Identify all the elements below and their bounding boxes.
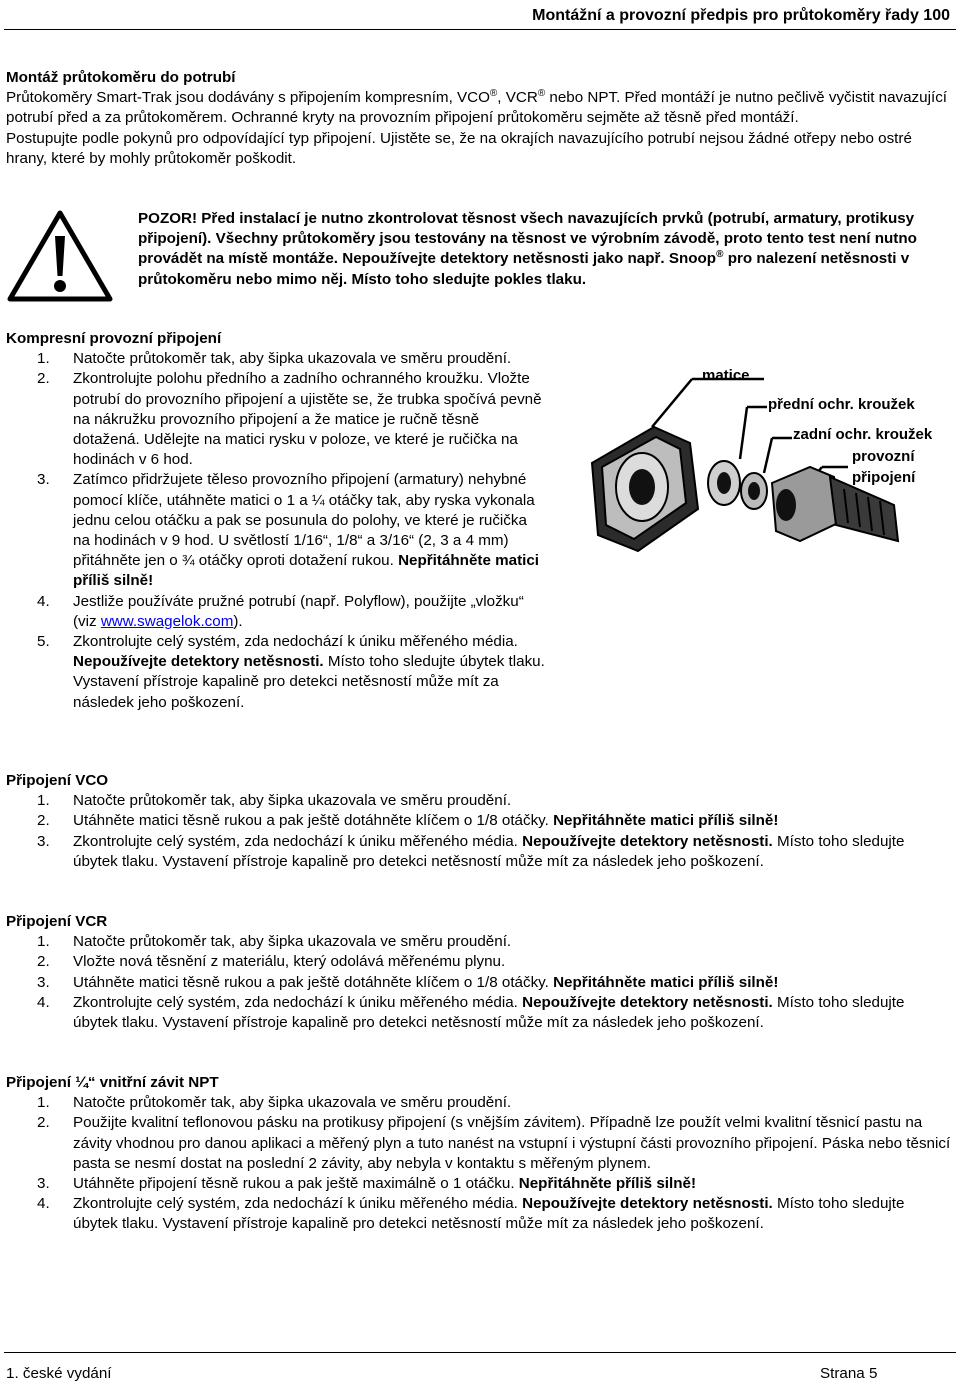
label-connection-line-1: provozní — [852, 448, 915, 465]
list-item: 3. Zkontrolujte celý systém, zda nedochází k úniku měřeného média. Nepoužívejte detektory netěsnosti. Místo toho sledujte úbytek tlaku. Vystavení přístroje kapalině pro detekci netěsností může mít za následek jeho poškození. — [37, 832, 905, 870]
list-item: 1. Natočte průtokoměr tak, aby šipka ukazovala ve směru proudění. — [37, 350, 512, 368]
footer-edition: 1. české vydání — [6, 1365, 112, 1382]
mounting-paragraph-2: Postupujte podle pokynů pro odpovídající typ připojení. Ujistěte se, že na okrajích navazujícího potrubí nejsou žádné otřepy nebo ostré hrany, které by mohly průtokoměr poškodit. — [6, 129, 912, 167]
header-divider — [4, 29, 956, 30]
npt-section — [6, 1073, 952, 1235]
mounting-heading: Montáž průtokoměru do potrubí — [6, 69, 236, 86]
npt-steps — [6, 1093, 952, 1234]
list-item: 1. Natočte průtokoměr tak, aby šipka ukazovala ve směru proudění. — [37, 792, 512, 810]
list-item: 2. Utáhněte matici těsně rukou a pak ještě dotáhněte klíčem o 1/8 otáčky. Nepřitáhněte matici příliš silně! — [37, 812, 779, 830]
back-ferrule-part — [741, 473, 767, 509]
label-connection-line-2: připojení — [852, 469, 916, 486]
list-item: 1. Natočte průtokoměr tak, aby šipka ukazovala ve směru proudění. — [37, 1094, 512, 1112]
npt-heading: Připojení ¼“ vnitřní závit NPT — [6, 1074, 219, 1091]
vcr-steps — [6, 932, 952, 1033]
mounting-paragraph-1: Průtokoměry Smart-Trak jsou dodávány s připojením kompresním, VCO®, VCR® nebo NPT. Před montáží je nutno pečlivě vyčistit navazující potrubí před a za průtokoměrem. Ochranné kryty na provozním připojení průtokoměru sejměte až těsně před montáží. — [6, 88, 948, 127]
vcr-heading: Připojení VCR — [6, 913, 108, 930]
label-front-ferrule: přední ochr. kroužek — [768, 396, 915, 413]
vco-steps — [6, 791, 952, 872]
compression-heading: Kompresní provozní připojení — [6, 330, 222, 347]
nut-part — [592, 427, 698, 551]
warning-triangle-icon — [7, 210, 113, 302]
list-item: 2. Zkontrolujte polohu předního a zadního ochranného kroužku. Vložte potrubí do provozního připojení a ujistěte se, že trubka spočívá pevně na nákružku provozního připojení a že matice je ručně těsně dotažená. Udělejte na matici rysku v poloze, ve které je ručička na hodinách v 6 hod. — [37, 370, 542, 469]
page-header-title: Montážní a provozní předpis pro průtokoměry řady 100 — [532, 7, 950, 24]
footer-divider — [4, 1352, 956, 1353]
label-nut: matice — [702, 367, 750, 384]
compression-steps — [6, 349, 546, 713]
vco-section — [6, 771, 952, 872]
front-ferrule-part — [708, 461, 740, 505]
list-item: 3. Utáhněte matici těsně rukou a pak ještě dotáhněte klíčem o 1/8 otáčky. Nepřitáhněte matici příliš silně! — [37, 973, 779, 991]
list-item: 3. Zatímco přidržujete těleso provozního připojení (armatury) nehybné pomocí klíče, utáhněte matici o 1 a ¼ otáčky tak, aby ryska vykonala jednu celou otáčku a pak se posunula do polohy, ve které je ručička na hodinách v 9 hod. U světlostí 1/16“, 1/8“ a 3/16“ (2, 3 a 4 mm) přitáhněte jen o ¾ otáčky oproti dotažení rukou. Nepřitáhněte matici příliš silně! — [37, 471, 540, 590]
warning-text: POZOR! Před instalací je nutno zkontrolovat těsnost všech navazujících prvků (potrubí, armatury, protikusy připojení). Všechny průtokoměry jsou testovány na těsnost ve výrobním závodě, proto tento test není nutno provádět na místě montáže. Nepoužívejte detektory netěsnosti jako např. Snoop® pro nalezení netěsnosti v průtokoměru nebo mimo něj. Místo toho sledujte pokles tlaku. — [138, 210, 917, 288]
list-item: 2. Použijte kvalitní teflonovou pásku na protikusy připojení (s vnějším závitem). Případně lze použít velmi kvalitní těsnicí pastu na závity vhodnou pro danou aplikaci a měřený plyn a tuto nanést na vstupní i výstupní části provozního připojení. Páska nebo těsnicí pasta se nesmí dostat na poslední 2 závity, aby nebyla v kontaktu s měřeným plynem. — [37, 1114, 951, 1172]
vcr-section — [6, 912, 952, 1033]
list-item: 4. Zkontrolujte celý systém, zda nedochází k úniku měřeného média. Nepoužívejte detektory netěsnosti. Místo toho sledujte úbytek tlaku. Vystavení přístroje kapalině pro detekci netěsností může mít za následek jeho poškození. — [37, 1195, 905, 1233]
registered-mark: ® — [537, 88, 546, 100]
mounting-section — [6, 68, 952, 169]
list-item: 4. Jestliže používáte pružné potrubí (např. Polyflow), použijte „vložku“ (viz www.swagelok.com). — [37, 592, 524, 630]
label-back-ferrule: zadní ochr. kroužek — [793, 426, 933, 443]
list-item: 5. Zkontrolujte celý systém, zda nedochází k úniku měřeného média. Nepoužívejte detektory netěsnosti. Místo toho sledujte úbytek tlaku. Vystavení přístroje kapalině pro detekci netěsností může mít za následek jeho poškození. — [37, 633, 545, 711]
registered-mark: ® — [716, 249, 724, 261]
swagelok-link[interactable]: www.swagelok.com — [100, 612, 234, 630]
list-item: 3. Utáhněte připojení těsně rukou a pak ještě maximálně o 1 otáčku. Nepřitáhněte příliš silně! — [37, 1175, 696, 1193]
registered-mark: ® — [489, 88, 498, 100]
footer-page-number: Strana 5 — [820, 1365, 878, 1382]
list-item: 2. Vložte nová těsnění z materiálu, který odolává měřenému plynu. — [37, 953, 506, 971]
vco-heading: Připojení VCO — [6, 772, 109, 789]
list-item: 4. Zkontrolujte celý systém, zda nedochází k úniku měřeného média. Nepoužívejte detektory netěsnosti. Místo toho sledujte úbytek tlaku. Vystavení přístroje kapalině pro detekci netěsností může mít za následek jeho poškození. — [37, 993, 905, 1032]
list-item: 1. Natočte průtokoměr tak, aby šipka ukazovala ve směru proudění. — [37, 933, 512, 951]
